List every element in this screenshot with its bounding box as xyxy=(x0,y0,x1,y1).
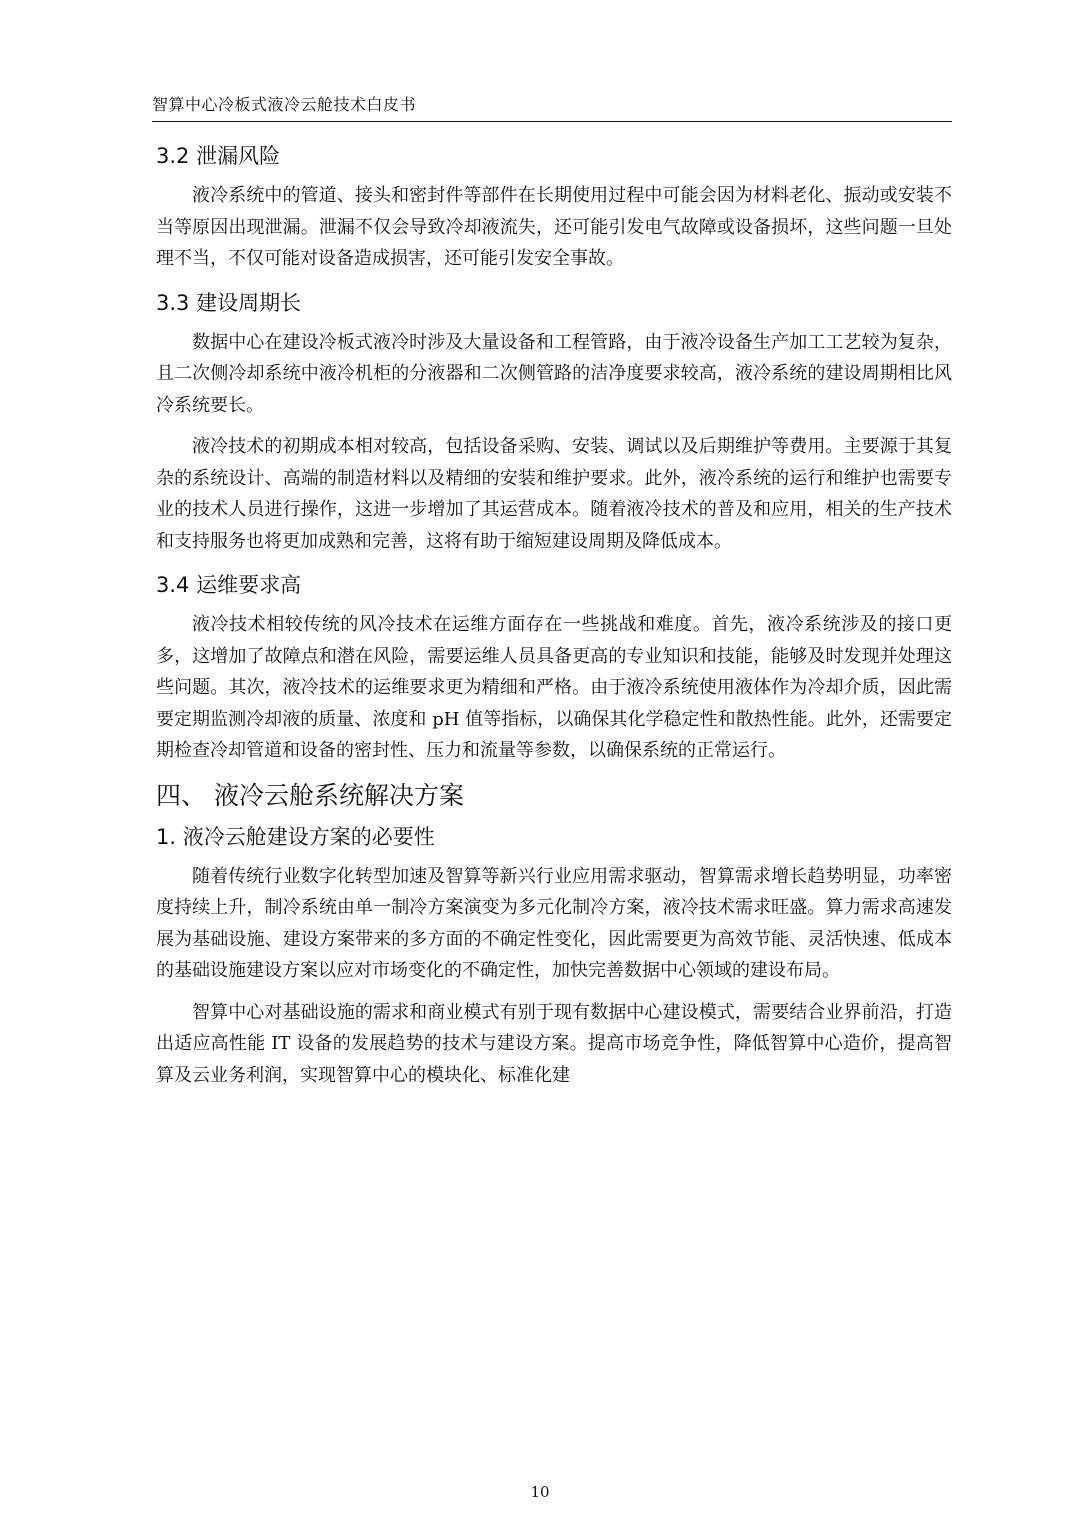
page-body xyxy=(156,138,952,1101)
section-3-4 xyxy=(156,567,952,767)
page-number: 10 xyxy=(530,1483,550,1501)
paragraph: 液冷技术的初期成本相对较高，包括设备采购、安装、调试以及后期维护等费用。主要源于其复杂的系统设计、高端的制造材料以及精细的安装和维护要求。此外，液冷系统的运行和维护也需要专业的技术人员进行操作，这进一步增加了其运营成本。随着液冷技术的普及和应用，相关的生产技术和支持服务也将更加成熟和完善，这将有助于缩短建设周期及降低成本。 xyxy=(156,436,952,552)
section-heading: 3.2 泄漏风险 xyxy=(156,144,281,168)
header-divider xyxy=(152,121,952,122)
section-heading: 3.3 建设周期长 xyxy=(156,290,302,315)
chapter-heading: 四、 液冷云舱系统解决方案 xyxy=(156,780,464,810)
paragraph: 液冷技术相较传统的风冷技术在运维方面存在一些挑战和难度。首先，液冷系统涉及的接口更多，这增加了故障点和潜在风险，需要运维人员具备更高的专业知识和技能，能够及时发现并处理这些问题。其次，液冷技术的运维要求更为精细和严格。由于液冷系统使用液体作为冷却介质，因此需要定期监测冷却液的质量、浓度和 pH 值等指标，以确保其化学稳定性和散热性能。此外，还需要定期检查冷却管道和设备的密封性、压力和流量等参数，以确保系统的正常运行。 xyxy=(156,614,952,761)
paragraph: 数据中心在建设冷板式液冷时涉及大量设备和工程管路，由于液冷设备生产加工工艺较为复杂，且二次侧冷却系统中液冷机柜的分液器和二次侧管路的洁净度要求较高，液冷系统的建设周期相比风冷系统要长。 xyxy=(156,331,952,416)
running-header: 智算中心冷板式液冷云舱技术白皮书 xyxy=(152,95,417,114)
section-3-3 xyxy=(156,285,952,558)
subsection-1 xyxy=(156,819,952,1092)
section-heading: 3.4 运维要求高 xyxy=(156,573,302,597)
subsection-heading: 1. 液冷云舱建设方案的必要性 xyxy=(156,824,435,849)
paragraph: 液冷系统中的管道、接头和密封件等部件在长期使用过程中可能会因为材料老化、振动或安装不当等原因出现泄漏。泄漏不仅会导致冷却液流失，还可能引发电气故障或设备损坏，这些问题一旦处理不当，不仅可能对设备造成损害，还可能引发安全事故。 xyxy=(156,185,952,269)
paragraph: 智算中心对基础设施的需求和商业模式有别于现有数据中心建设模式，需要结合业界前沿，打造出适应高性能 IT 设备的发展趋势的技术与建设方案。提高市场竞争性，降低智算中心造价，提高智算及云业务利润，实现智算中心的模块化、标准化建 xyxy=(156,1001,952,1086)
section-3-2 xyxy=(156,138,952,275)
paragraph: 随着传统行业数字化转型加速及智算等新兴行业应用需求驱动，智算需求增长趋势明显，功率密度持续上升，制冷系统由单一制冷方案演变为多元化制冷方案，液冷技术需求旺盛。算力需求高速发展为基础设施、建设方案带来的多方面的不确定性变化，因此需要更为高效节能、灵活快速、低成本的基础设施建设方案以应对市场变化的不确定性，加快完善数据中心领域的建设布局。 xyxy=(156,865,952,981)
